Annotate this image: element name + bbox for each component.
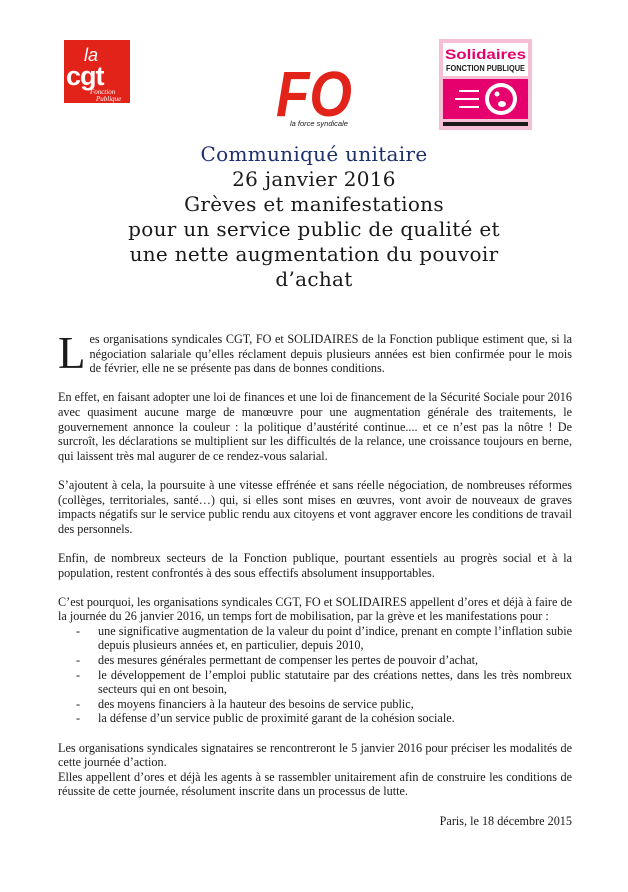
- list-item: - des moyens financiers à la hauteur des besoins de service public,: [76, 696, 414, 711]
- fo-logo: [274, 44, 354, 128]
- drop-cap: L: [58, 328, 86, 378]
- paragraph-budget: En effet, en faisant adopter une loi de finances et une loi de financement de la Sécurité Sociale pour 2016 avec quasiment aucune marge de manœuvre pour une augmentation générale des traitements, le gouvernement annonce la couleur : la politique d’austérité continue.... et ce n’est pas la nôtre ! De surcroît, les déclarations se multiplient sur les difficultés de la relance, une croissance toujours en berne, qui laissent très mal augurer de ce rendez-vous salarial.: [58, 390, 572, 463]
- subtitle-purpose: pour un service public de qualité et une nette augmentation du pouvoir d’achat: [128, 217, 500, 291]
- paragraph-reforms: S’ajoutent à cela, la poursuite à une vitesse effrénée et sans réelle négociation, de nombreuses réformes (collèges, territoriales, santé…) qui, si elles sont mises en œuvres, vont avoir de nouveaux de graves impacts négatifs sur le service public rendu aux citoyens et vont aggraver encore les conditions de travail des personnels.: [58, 477, 572, 536]
- paragraph-meeting: Les organisations syndicales signataires se rencontreront le 5 janvier 2016 pour préciser les modalités de cette journée d’action.: [58, 740, 572, 770]
- cgt-logo-sub2: Publique: [96, 95, 122, 103]
- communique-body: [58, 328, 572, 843]
- list-item: - le développement de l’emploi public statutaire par des créations nettes, dans les très nombreux secteurs qui en ont besoin,: [76, 667, 572, 697]
- cgt-logo-la: la: [84, 45, 99, 65]
- communique-title: Communiqué unitaire: [200, 142, 428, 166]
- intro-paragraph: [58, 328, 572, 378]
- subtitle-strikes: Grèves et manifestations: [184, 192, 444, 216]
- paragraph-staffing: Enfin, de nombreux secteurs de la Fonction publique, pourtant essentiels au progrès social et à la population, restent confrontés à des sous effectifs absolument insupportables.: [58, 550, 572, 580]
- strike-date: 26 janvier 2016: [232, 167, 396, 191]
- list-item: - la défense d’un service public de proximité garant de la cohésion sociale.: [76, 711, 455, 726]
- solidaires-logo-line2: FONCTION PUBLIQUE: [446, 64, 526, 73]
- intro-text: es organisations syndicales CGT, FO et SOLIDAIRES de la Fonction publique estiment que, si la négociation salariale qu’elles réclament depuis plusieurs années est bien confirmée pour le mois de février, elle ne se présente pas dans de bonnes conditions.: [89, 332, 572, 376]
- solidaires-logo-line1: Solidaires: [445, 46, 527, 62]
- paragraph-call: C’est pourquoi, les organisations syndicales CGT, FO et SOLIDAIRES appellent d’ores et déjà à faire de la journée du 26 janvier 2016, un temps fort de mobilisation, par la grève et les manifestations pour :: [58, 594, 572, 624]
- cgt-logo-sub1: Fonction: [90, 88, 116, 96]
- fo-logo-text: FO: [276, 58, 352, 128]
- cgt-logo-cgt: cgt: [66, 61, 104, 91]
- solidaires-logo: [439, 39, 532, 130]
- fo-logo-sub: la force syndicale: [290, 119, 348, 128]
- signature-date: Paris, le 18 décembre 2015: [439, 813, 572, 828]
- demands-list: [58, 624, 572, 726]
- list-item: - une significative augmentation de la valeur du point d’indice, prenant en compte l’inflation subie depuis plusieurs années et, en particulier, depuis 2010,: [76, 623, 572, 653]
- cgt-logo: [64, 40, 130, 103]
- paragraph-rally: Elles appellent d’ores et déjà les agents à se rassembler unitairement afin de construire les conditions de réussite de cette journée, résolument inscrite dans un processus de lutte.: [58, 769, 572, 799]
- list-item: - des mesures générales permettant de compenser les pertes de pouvoir d’achat,: [76, 653, 479, 668]
- title-block: [0, 142, 628, 292]
